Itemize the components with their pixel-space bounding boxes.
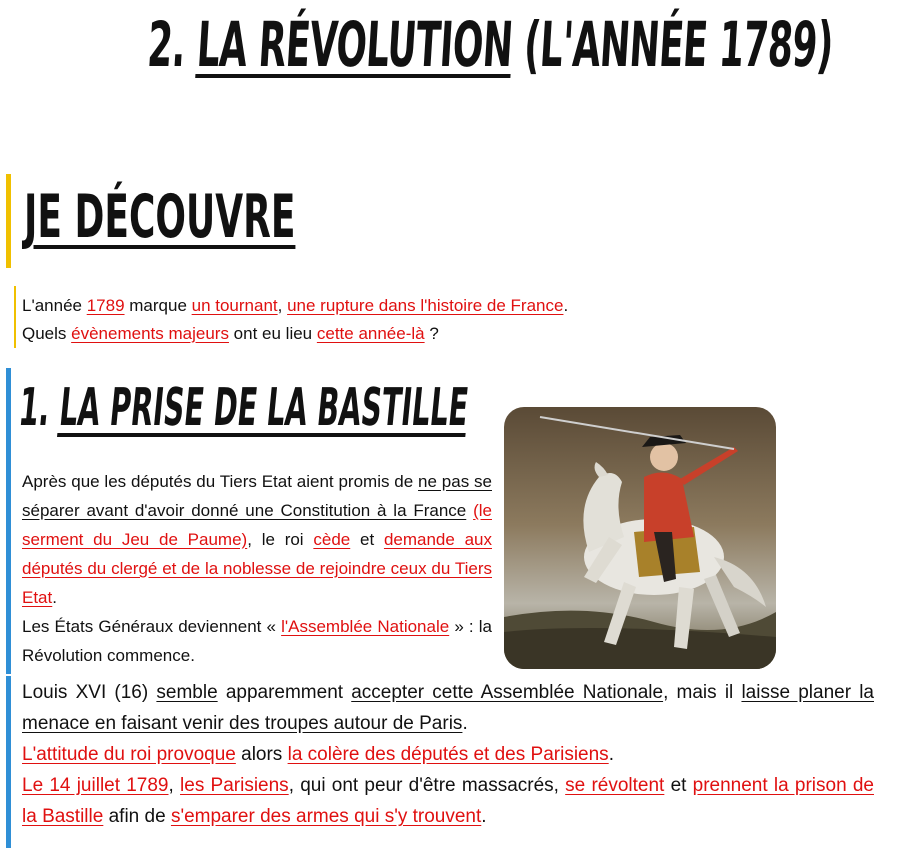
section-heading-decouvre: JE DÉCOUVRE <box>24 182 296 252</box>
accent-bar-yellow-thin <box>14 286 16 348</box>
accent-bar-blue <box>6 368 11 674</box>
page-title <box>144 8 836 100</box>
louis-xvi-equestrian-portrait <box>504 407 776 669</box>
section-title: LA PRISE DE LA BASTILLE <box>56 378 471 438</box>
intro-line-2: Quels évènements majeurs ont eu lieu cette année-là ? <box>22 324 439 343</box>
title-number: 2. <box>145 8 188 81</box>
paragraph-jeu-de-paume: Après que les députés du Tiers Etat aient promis de ne pas se séparer avant d'avoir donné une Constitution à la France (le serment du Jeu de Paume), le roi cède et demande aux députés du clergé et de la noblesse de rejoindre ceux du Tiers Etat. Les États Généraux deviennent « l'Assemblée Nationale » : la Révolution commence. <box>22 472 492 665</box>
intro-text <box>22 292 568 348</box>
section-number: 1. <box>16 378 53 438</box>
intro-line-1: L'année 1789 marque un tournant, une rupture dans l'histoire de France. <box>22 296 569 315</box>
title-sub: (L'ANNÉE 1789) <box>522 8 836 81</box>
accent-bar-blue-lower <box>6 676 11 848</box>
paragraph-prise-bastille: Louis XVI (16) semble apparemment accepter cette Assemblée Nationale, mais il laisse planer la menace en faisant venir des troupes autour de Paris. L'attitude du roi provoque alors la colère des députés et des Parisiens. Le 14 juillet 1789, les Parisiens, qui ont peur d'être massacrés, se révoltent et prennent la prison de la Bastille afin de s'emparer des armes qui s'y trouvent. <box>22 682 874 827</box>
title-main: LA RÉVOLUTION <box>195 8 515 81</box>
section-heading-bastille <box>16 378 471 438</box>
portrait-image <box>504 407 776 669</box>
accent-bar-yellow <box>6 174 11 268</box>
